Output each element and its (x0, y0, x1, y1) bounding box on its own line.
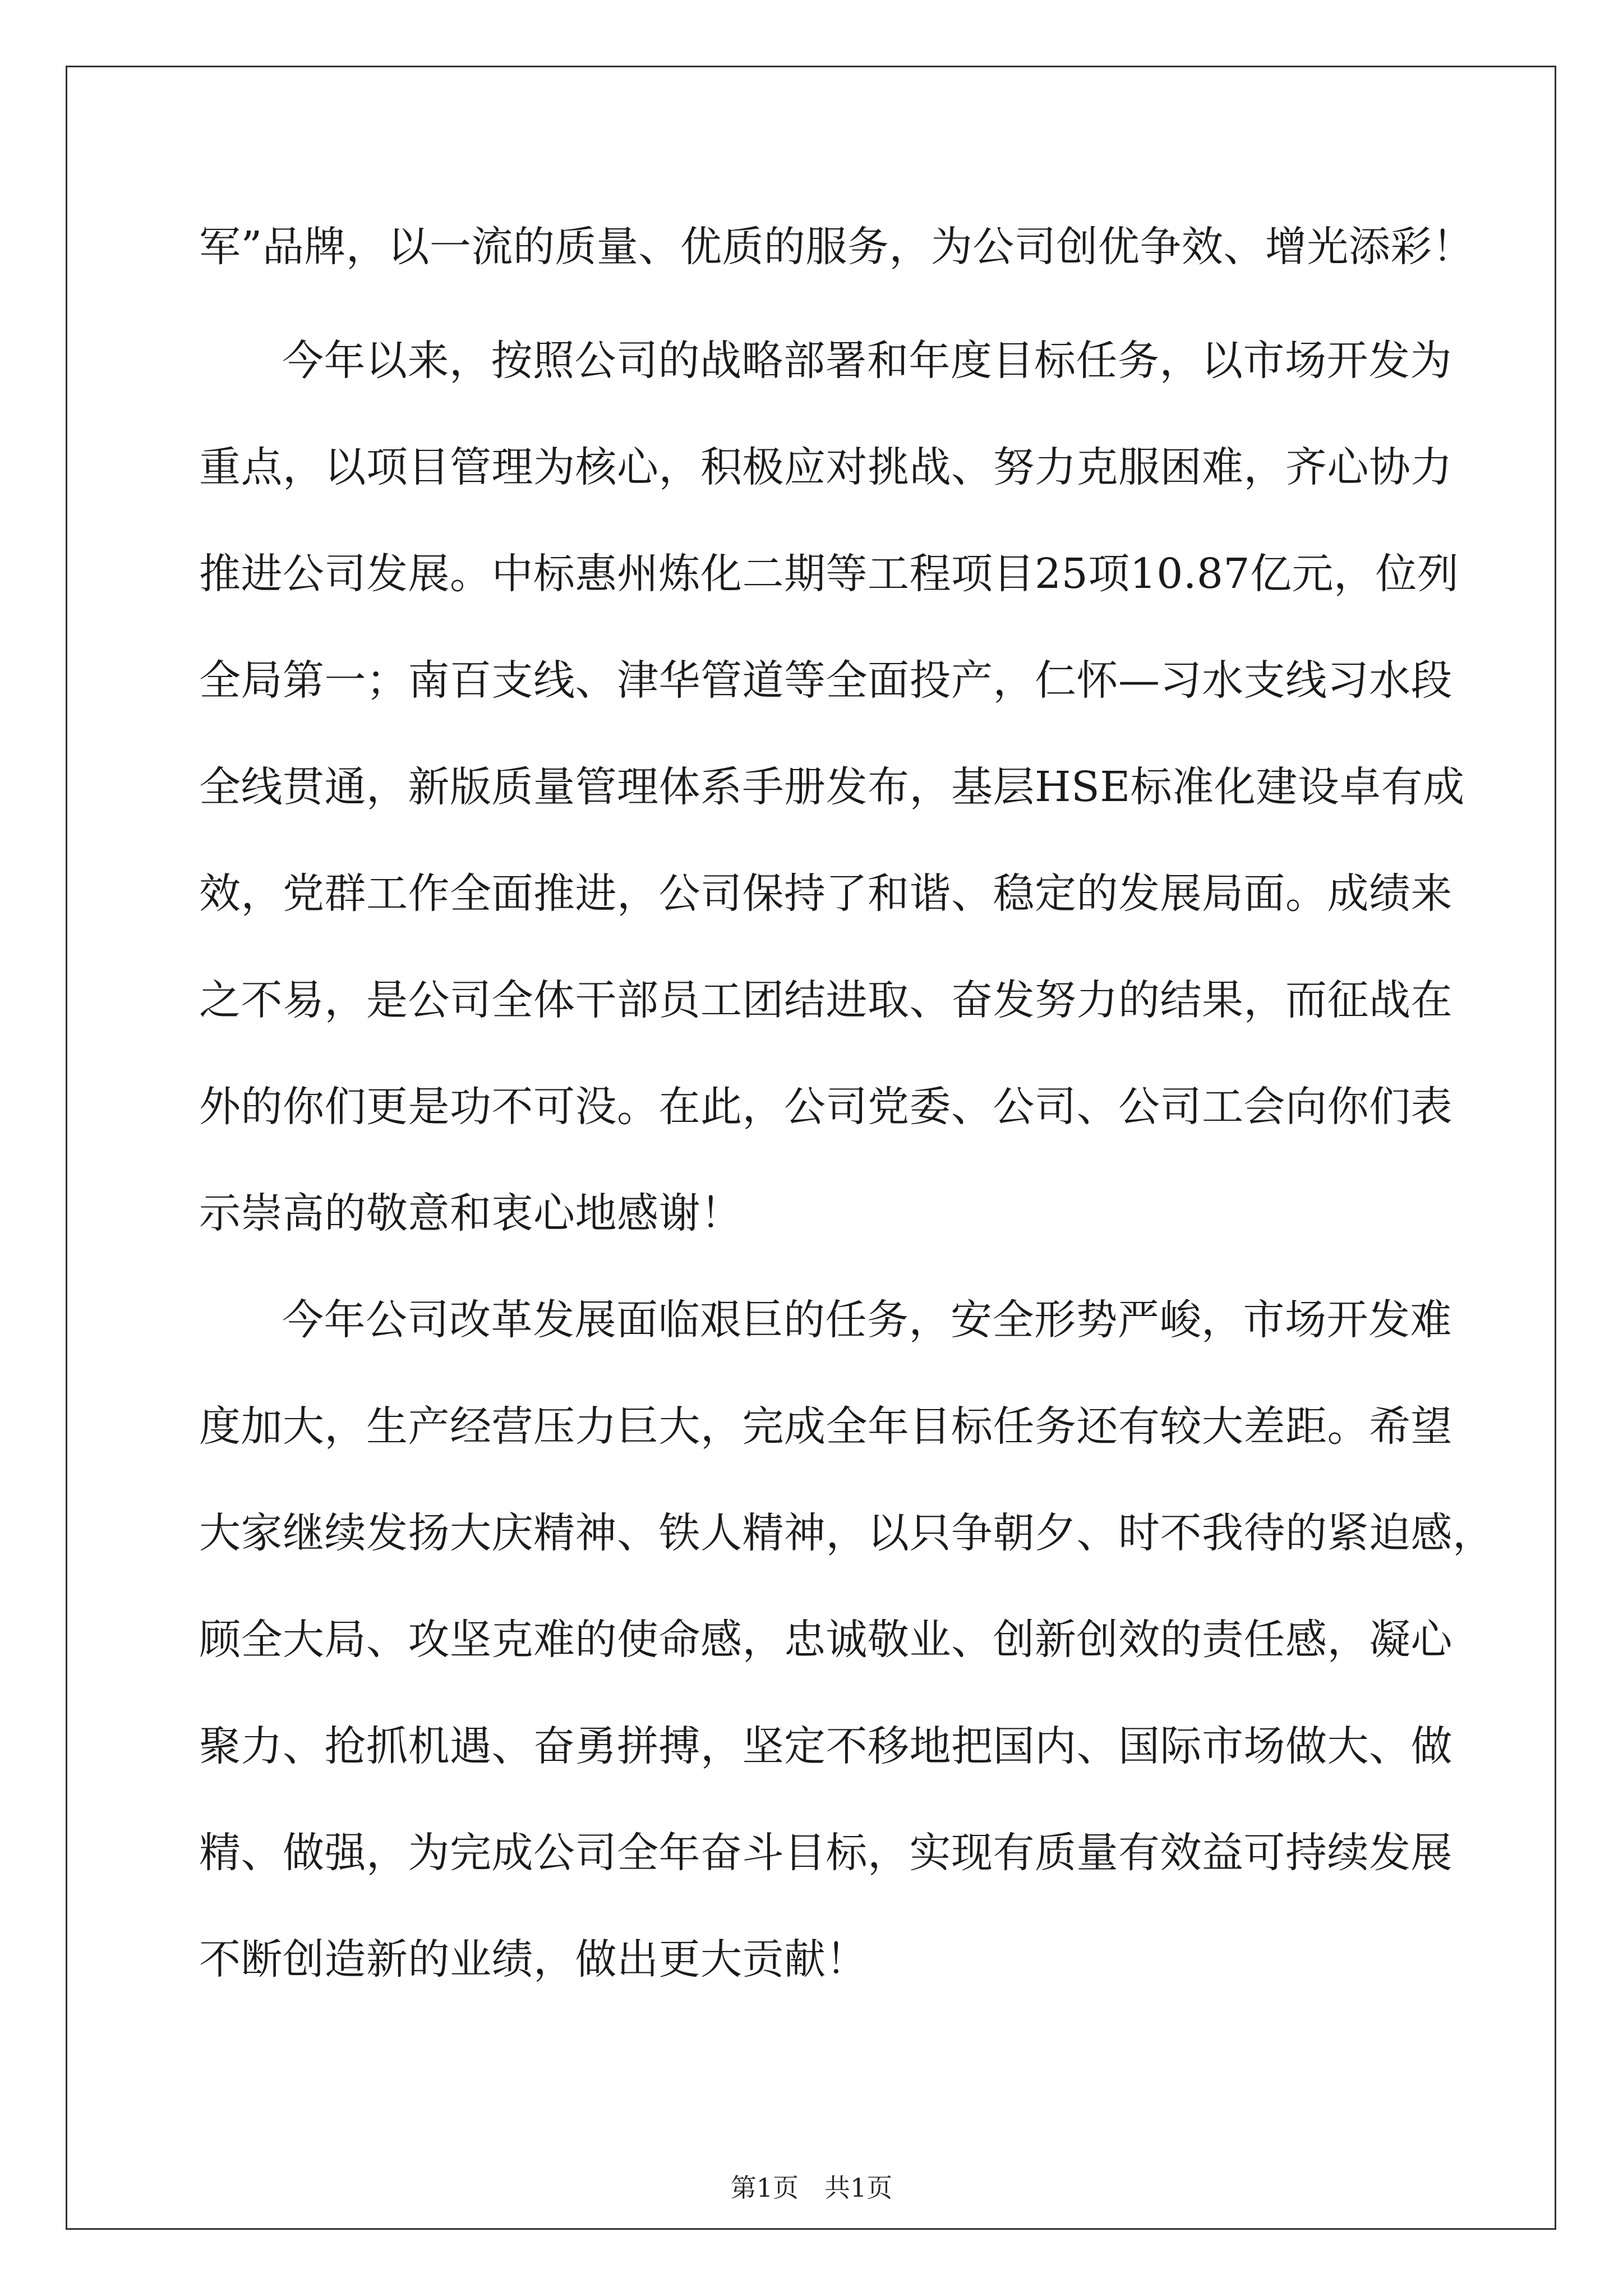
text-line: 推进公司发展。中标惠州炼化二期等工程项目25项10.87亿元，位列 (199, 550, 1459, 598)
text-line: 军”品牌，以一流的质量、优质的服务，为公司创优争效、增光添彩！ (199, 223, 1474, 271)
text-line: 之不易，是公司全体干部员工团结进取、奋发努力的结果，而征战在 (199, 976, 1453, 1024)
text-line: 外的你们更是功不可没。在此，公司党委、公司、公司工会向你们表 (199, 1083, 1453, 1131)
text-line: 精、做强，为完成公司全年奋斗目标，实现有质量有效益可持续发展 (199, 1829, 1453, 1877)
text-line: 大家继续发扬大庆精神、铁人精神，以只争朝夕、时不我待的紧迫感， (199, 1509, 1495, 1557)
text-line: 顾全大局、攻坚克难的使命感，忠诚敬业、创新创效的责任感，凝心 (199, 1616, 1453, 1664)
text-line: 全线贯通，新版质量管理体系手册发布，基层HSE标准化建设卓有成 (199, 763, 1465, 811)
paragraph-first-line: 今年以来，按照公司的战略部署和年度目标任务，以市场开发为 (282, 337, 1452, 385)
paragraph-last-line: 不断创造新的业绩，做出更大贡献！ (199, 1935, 868, 1984)
page-number: 第1页 共1页 (730, 2173, 893, 2203)
text-line: 聚力、抢抓机遇、奋勇拼搏，坚定不移地把国内、国际市场做大、做 (199, 1722, 1453, 1770)
text-line: 度加大，生产经营压力巨大，完成全年目标任务还有较大差距。希望 (199, 1402, 1453, 1451)
text-line: 全局第一；南百支线、津华管道等全面投产，仁怀—习水支线习水段 (199, 656, 1453, 705)
paragraph-first-line: 今年公司改革发展面临艰巨的任务，安全形势严峻，市场开发难 (282, 1296, 1452, 1344)
text-line: 重点，以项目管理为核心，积极应对挑战、努力克服困难，齐心协力 (199, 443, 1453, 491)
text-line: 效，党群工作全面推进，公司保持了和谐、稳定的发展局面。成绩来 (199, 869, 1453, 918)
paragraph-last-line: 示崇高的敬意和衷心地感谢！ (199, 1189, 743, 1237)
